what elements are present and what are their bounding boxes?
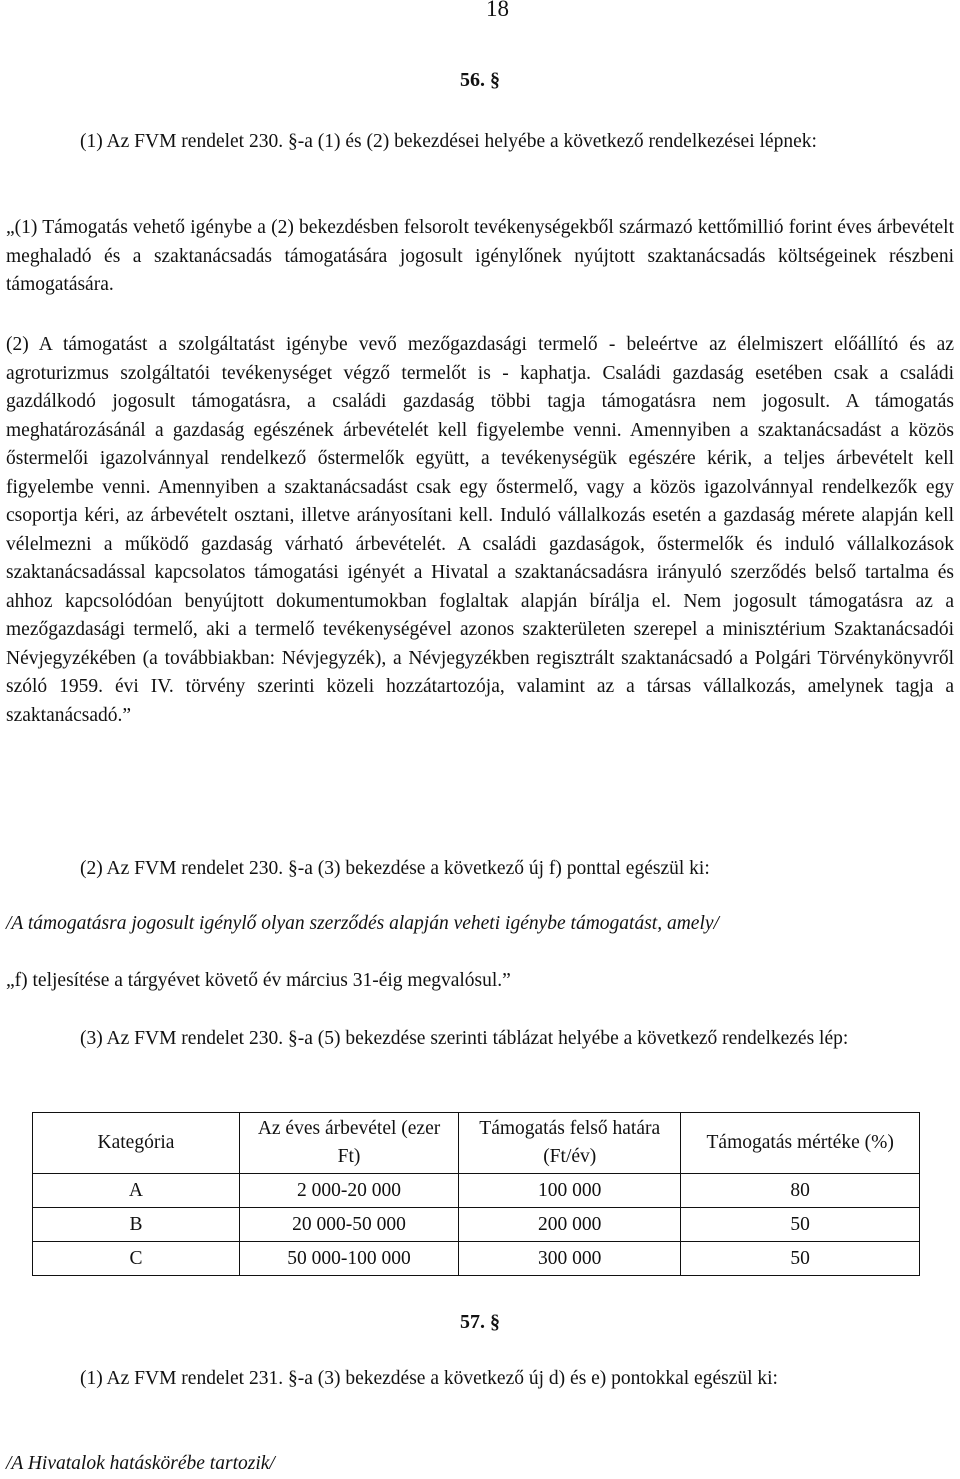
table-row [33,1208,920,1242]
table-cell: A [33,1174,240,1208]
section-56-quote-2: (2) A támogatást a szolgáltatást igénybe vevő mezőgazdasági termelő - beleértve az élelmiszert előállító és az agroturizmus szolgáltatói tevékenységet végző termelőt is - kaphatja. Családi gazdaság esetében csak a családi gazdálkodó jogosult támogatásra, a családi gazdaság többi tagja támogatásra nem jogosult. A támogatás meghatározásánál a gazdaság egészének árbevételét kell figyelembe venni. Amennyiben a szaktanácsadást a közös őstermelői igazolvánnyal rendelkező őstermelők együtt, a tevékenységük egészére kérik, a teljes árbevételt kell figyelembe venni. Amennyiben a szaktanácsadást csak egy őstermelő, vagy a közös igazolvánnyal rendelkezők egy csoportja kéri, az árbevételt osztani, illetve arányosítani kell. Induló vállalkozás esetén a gazdaság mérete alapján kell vélelmezni a működő gazdaság várható árbevételét. A családi gazdaságok, őstermelők és induló vállalkozások szaktanácsadással kapcsolatos támogatási igényét a Hivatal a szaktanácsadásra irányuló szerződés belső tartalma és ahhoz kapcsolódóan benyújtott dokumentumokban foglaltak alapján bírálja el. Nem jogosult támogatásra az a mezőgazdasági termelő, aki a termelő tevékenységével azonos szakterületen szerepel a minisztérium Szaktanácsadói Névjegyzékében (a továbbiakban: Névjegyzék), a Névjegyzékben regisztrált szaktanácsadó a Polgári Törvénykönyvről szóló 1959. évi IV. törvény szerinti közeli hozzátartozója, valamint az a társas vállalkozás, amelynek tagja a szaktanácsadó.” [6,334,954,726]
table-cell: B [33,1208,240,1242]
table-cell: 50 [681,1242,920,1276]
table-header-cell: Az éves árbevétel (ezer Ft) [239,1113,458,1174]
section-56-title: 56. § [460,69,500,91]
table-cell: 20 000-50 000 [239,1208,458,1242]
table-cell: 300 000 [459,1242,681,1276]
section-56-paragraph-2: (2) Az FVM rendelet 230. §-a (3) bekezdése a következő új f) ponttal egészül ki: [80,858,710,879]
table-cell: 100 000 [459,1174,681,1208]
section-57-italic-heading: /A Hivatalok hatáskörébe tartozik/ [6,1453,275,1474]
table-header-cell: Kategória [33,1113,240,1174]
section-56-quote-3: „f) teljesítése a tárgyévet követő év március 31-éig megvalósul.” [6,970,511,991]
table-row [33,1242,920,1276]
section-56-paragraph-3: (3) Az FVM rendelet 230. §-a (5) bekezdése szerinti táblázat helyébe a következő rendelkezés lép: [80,1028,849,1049]
table-cell: 2 000-20 000 [239,1174,458,1208]
table-cell: 80 [681,1174,920,1208]
section-56-italic-heading: /A támogatásra jogosult igénylő olyan szerződés alapján veheti igénybe támogatást, amely/ [6,913,719,934]
table-cell: 50 000-100 000 [239,1242,458,1276]
table-cell: C [33,1242,240,1276]
page-number: 18 [486,0,509,21]
table-header-cell: Támogatás mértéke (%) [681,1113,920,1174]
table-cell: 200 000 [459,1208,681,1242]
table-cell: 50 [681,1208,920,1242]
section-56-paragraph-1: (1) Az FVM rendelet 230. §-a (1) és (2) bekezdései helyébe a következő rendelkezései lépnek: [80,131,817,152]
table-row [33,1174,920,1208]
table-header-cell: Támogatás felső határa (Ft/év) [459,1113,681,1174]
section-56-quote-1: „(1) Támogatás vehető igénybe a (2) bekezdésben felsorolt tevékenységekből származó kettőmillió forint éves árbevételt meghaladó és a szaktanácsadás támogatására jogosult igénylőnek nyújtott szaktanácsadás költségeinek részbeni támogatására. [6,217,954,295]
support-rate-table [32,1112,920,1276]
section-57-title: 57. § [460,1311,500,1333]
table-header-row [33,1113,920,1174]
section-57-paragraph-1: (1) Az FVM rendelet 231. §-a (3) bekezdése a következő új d) és e) pontokkal egészül ki: [80,1368,778,1389]
